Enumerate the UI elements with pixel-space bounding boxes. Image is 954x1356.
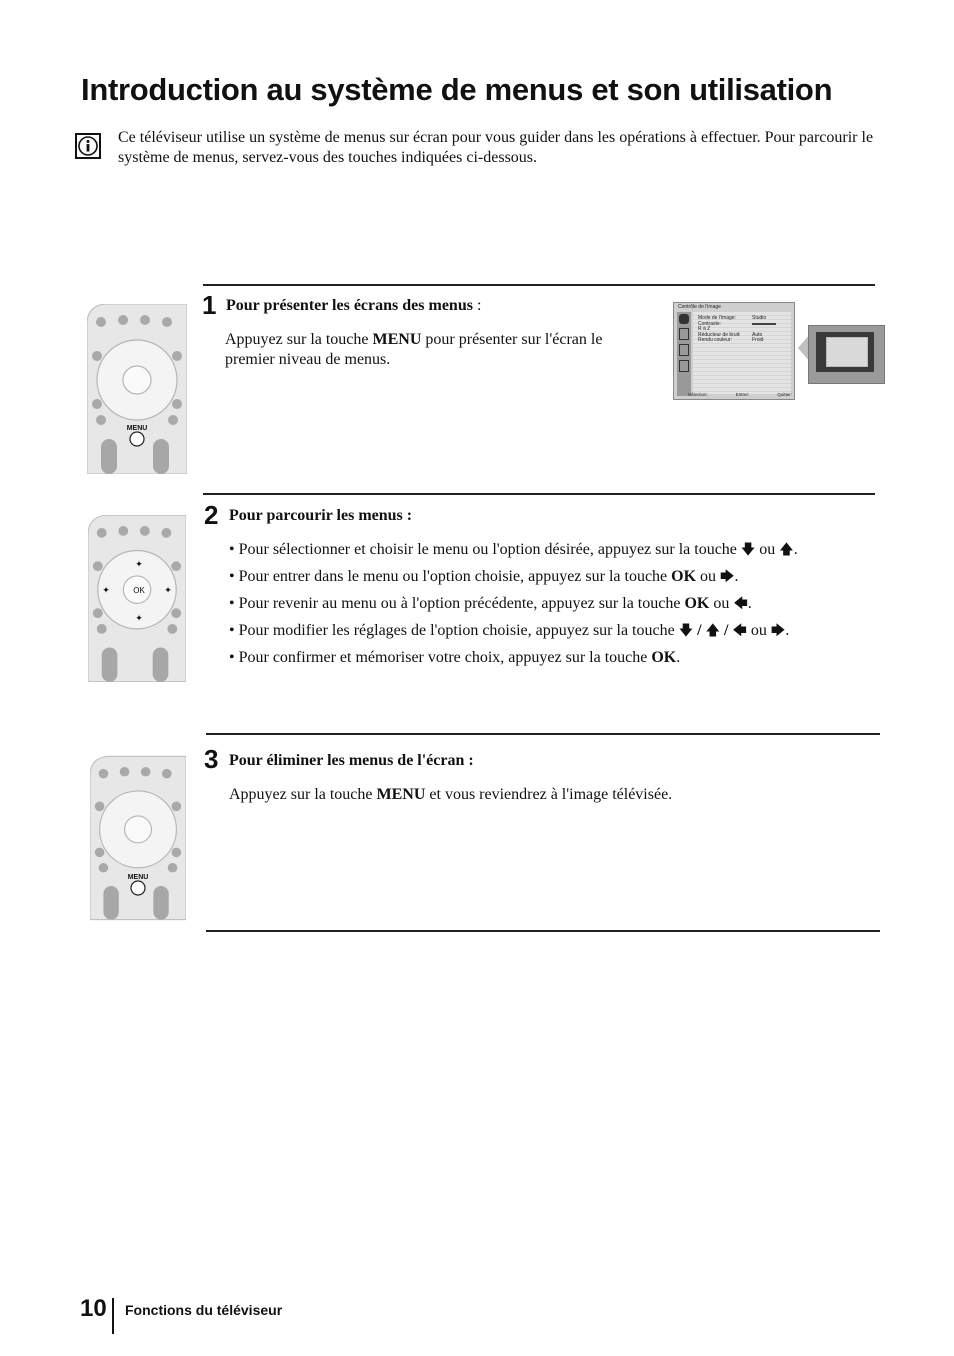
step-title: Pour parcourir les menus : (229, 507, 413, 524)
step-number: 2 (204, 500, 219, 530)
svg-text:✦: ✦ (135, 614, 143, 624)
svg-text:✦: ✦ (135, 560, 143, 570)
step2-rule (203, 493, 875, 495)
remote-control-icon (88, 515, 186, 682)
info-icon (75, 133, 101, 159)
remote-control-icon (90, 753, 186, 923)
list-item: • Pour confirmer et mémoriser votre choix, appuyez sur la touche OK. (229, 649, 681, 666)
step-body: Appuyez sur la touche MENU et vous reviendrez à l'image télévisée. (229, 786, 673, 803)
list-item: • Pour entrer dans le menu ou l'option choisie, appuyez sur la touche OK ou 🡆. (229, 568, 739, 585)
tv-menu-screen-illustration (673, 302, 795, 400)
tv-menu-icon-column (677, 312, 691, 396)
svg-text:✦: ✦ (102, 586, 110, 596)
footer-section: Fonctions du téléviseur (125, 1302, 283, 1318)
step-body: Appuyez sur la touche MENU pour présenter sur l'écran le premier niveau de menus. (225, 331, 603, 368)
tv-set-illustration (808, 325, 885, 384)
step-number: 3 (204, 744, 219, 774)
step-title: Pour présenter les écrans des menus : (226, 297, 482, 314)
remote-control-icon (87, 304, 187, 474)
step-number: 1 (202, 290, 217, 320)
tv-menu-panel: Mode de l'image: Studio Contraste: R à Z Réducteur de bruit: Auto Rendu couleur: Froid (693, 312, 791, 394)
instruction-list (229, 540, 798, 675)
remote-ok-label: OK (133, 586, 145, 595)
bottom-rule (206, 930, 880, 932)
list-item: • Pour modifier les réglages de l'option choisie, appuyez sur la touche 🡇 / 🡅 / 🡄 ou 🡆. (229, 622, 790, 639)
footer-divider (112, 1298, 114, 1334)
page-title: Introduction au système de menus et son utilisation (81, 72, 833, 107)
remote-menu-label: MENU (127, 874, 149, 881)
list-item: • Pour revenir au menu ou à l'option précédente, appuyez sur la touche OK ou 🡄. (229, 595, 752, 612)
svg-text:✦: ✦ (164, 586, 172, 596)
tv-menu-footer: Sélection: Entrer: Quitter: (688, 392, 792, 397)
remote-menu-label: MENU (126, 425, 148, 432)
step3-rule (206, 733, 880, 735)
list-item: • Pour sélectionner et choisir le menu ou l'option désirée, appuyez sur la touche 🡇 ou 🡅. (229, 541, 798, 558)
step-title: Pour éliminer les menus de l'écran : (229, 752, 474, 769)
intro-text: Ce téléviseur utilise un système de menus sur écran pour vous guider dans les opérations à effectuer. Pour parcourir le système de menus, servez-vous des touches indiquées ci-dessous. (118, 129, 874, 166)
step1-rule (203, 284, 875, 286)
page-number: 10 (80, 1295, 107, 1322)
tv-menu-header: Contrôle de l'image (678, 304, 721, 310)
